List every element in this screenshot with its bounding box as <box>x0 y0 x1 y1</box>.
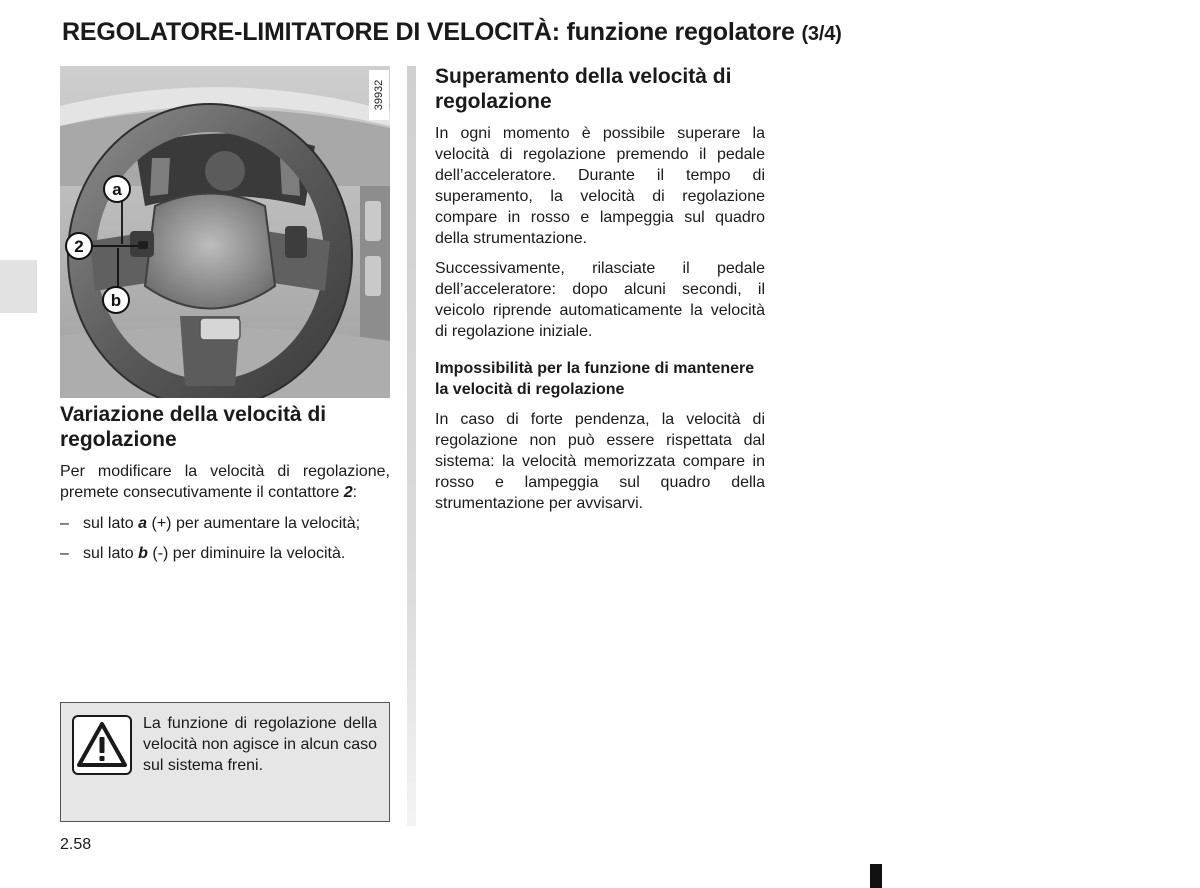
right-column <box>435 64 765 514</box>
left-column <box>60 402 390 573</box>
callout-a-label: a <box>112 180 122 199</box>
intro-end: : <box>352 484 358 501</box>
figure-reference-number <box>369 70 389 120</box>
list-item-text: sul lato <box>83 545 139 562</box>
callout-b <box>103 287 129 313</box>
steering-wheel-illustration <box>60 66 390 398</box>
impossibility-heading: Impossibilità per la funzione di mantenere la velocità di regolazione <box>435 360 755 398</box>
callout-a <box>104 176 130 202</box>
list-item-text: (-) per diminuire la velocità. <box>147 545 346 562</box>
page-edge-mark <box>870 864 882 888</box>
intro-text: Per modificare la velocità di regolazione, premete consecutivamente il contattore <box>60 463 390 501</box>
callout-2 <box>66 233 92 259</box>
speed-change-heading: Variazione della velocità di regolazione <box>60 403 327 451</box>
speed-change-intro <box>60 461 390 503</box>
list-item <box>60 513 390 534</box>
section-tab <box>0 260 37 313</box>
page-number: 2.58 <box>60 836 92 853</box>
list-dash: – <box>60 515 69 532</box>
callout-b-label: b <box>110 291 122 310</box>
release-paragraph: Successivamente, rilasciate il pedale dell’acceleratore: dopo alcuni secondi, il veicolo riprende automaticamente la velocità di regolazione iniziale. <box>435 260 765 340</box>
warning-box <box>60 702 390 822</box>
figure-reference-text: 39932 <box>373 79 385 111</box>
page-title <box>62 18 842 47</box>
warning-text: La funzione di regolazione della velocità non agisce in alcun caso sul sistema freni. <box>143 715 377 774</box>
list-item-ref: a <box>138 515 148 532</box>
override-heading: Superamento della velocità di regolazione <box>435 65 732 113</box>
page-part-indicator: (3/4) <box>801 23 842 45</box>
slope-paragraph: In caso di forte pendenza, la velocità di regolazione non può essere rispettata dal sistema: la velocità memorizzata compare in rosso e lampeggia sul quadro della strumentazione per avvisarvi. <box>435 411 765 512</box>
callout-2-label: 2 <box>74 237 84 256</box>
list-item-text: (+) per aumentare la velocità; <box>147 515 361 532</box>
page-title-text: REGOLATORE-LIMITATORE DI VELOCITÀ: funzione regolatore <box>62 18 795 46</box>
list-item <box>60 543 390 564</box>
list-item-text: sul lato <box>83 515 139 532</box>
speed-change-list <box>60 513 390 564</box>
intro-ref: 2 <box>343 484 353 501</box>
list-dash: – <box>60 545 69 562</box>
column-divider <box>407 66 416 826</box>
warning-triangle-icon <box>72 715 132 775</box>
override-paragraph: In ogni momento è possibile superare la velocità di regolazione premendo il pedale dell’acceleratore. Durante il tempo di superamento, la velocità di regolazione compare in rosso e lampeggia sul quadro della strumentazione. <box>435 125 765 247</box>
list-item-ref: b <box>138 545 148 562</box>
